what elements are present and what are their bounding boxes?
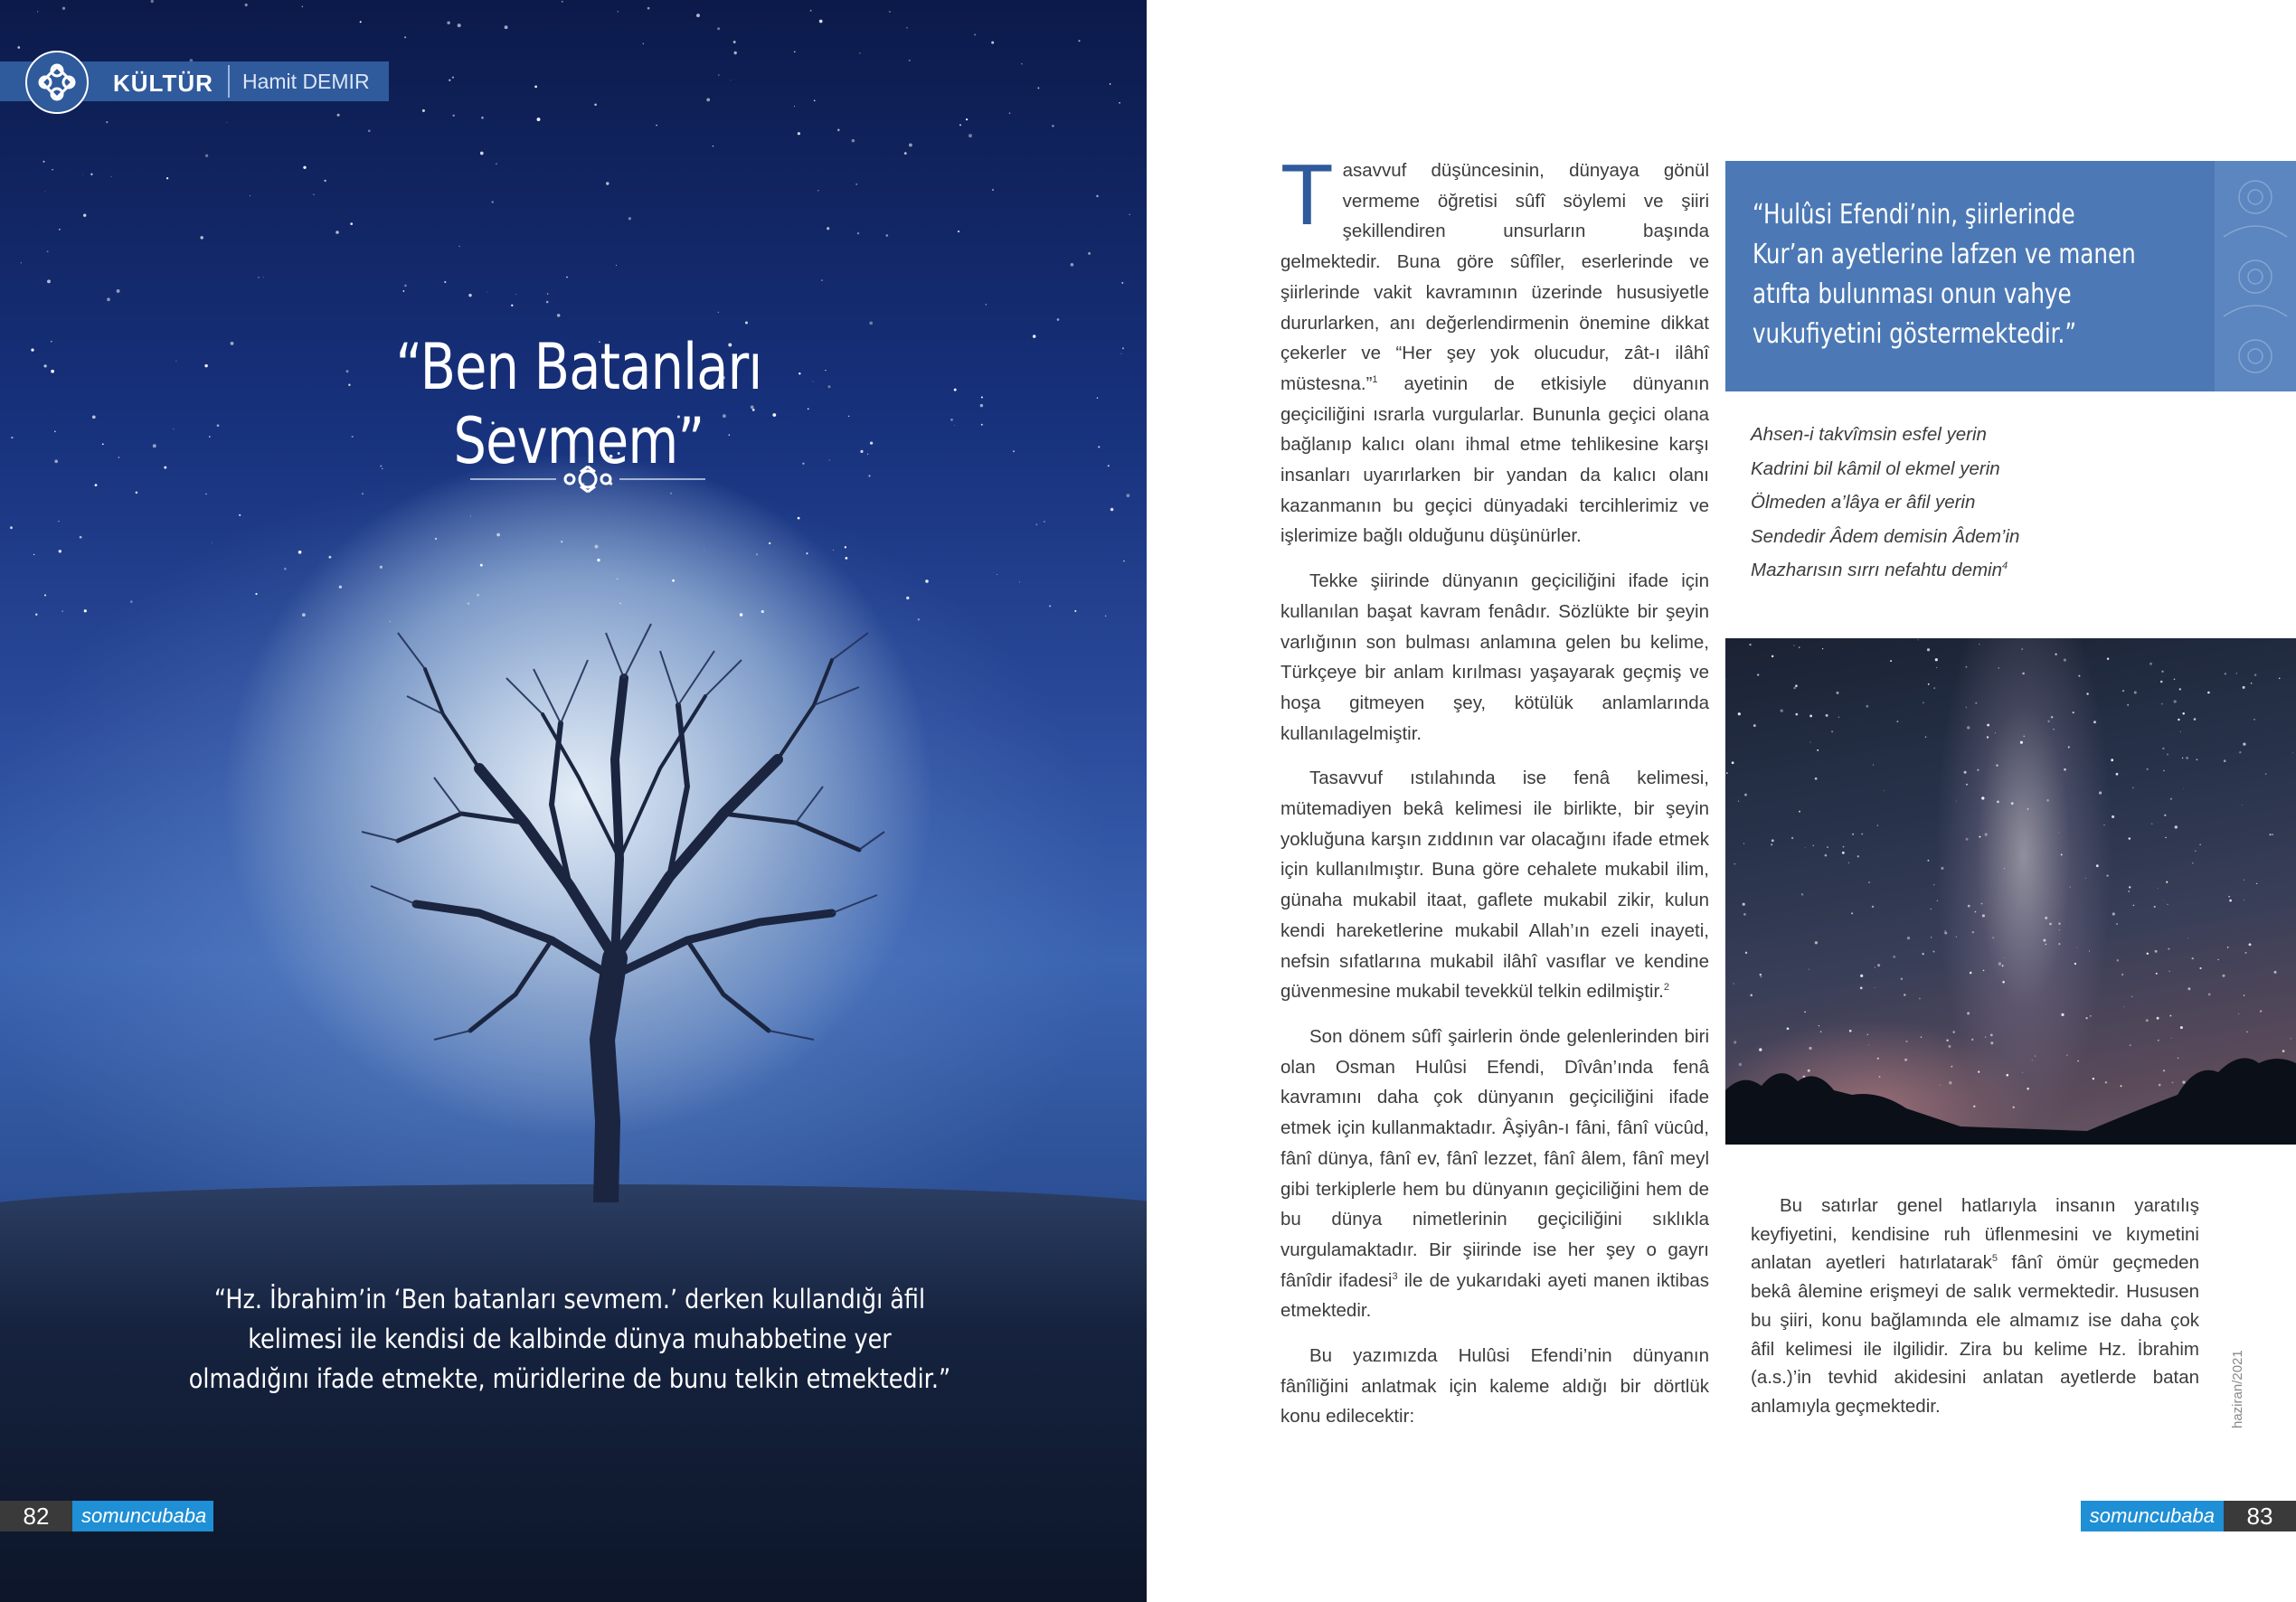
star [889, 11, 891, 13]
paragraph-3: Tasavvuf ıstılahında ise fenâ kelimesi, mütemadiyen bekâ kelimesi ile birlikte, bir şeyin yokluğuna karşın zıddının var olacağını ifade etmek için kullanılmıştır. Buna göre cehalete mukabil ilim, günaha mukabil itaat, gaflete mukabil zikir, kulun kendi hareketlerine mukabil Allah’ın ezeli inayeti, nefsin sıfatlarına mukabil ilâhî vasıflar ve kendine güvenmesine mukabil tevekkül telkin edilmiştir.$^2$ [1280, 768, 1709, 1003]
star [718, 312, 719, 313]
star [458, 24, 461, 27]
star [986, 304, 987, 305]
star [84, 609, 87, 612]
star [80, 536, 82, 539]
star [619, 603, 620, 604]
star [263, 277, 264, 278]
star [1122, 347, 1124, 349]
star [968, 134, 972, 137]
magazine-logo-icon [25, 51, 89, 114]
star [302, 6, 303, 7]
star [859, 52, 860, 53]
star [83, 214, 86, 217]
star [954, 425, 955, 426]
star [1127, 494, 1130, 497]
star [647, 7, 650, 10]
header-divider [228, 65, 230, 98]
star [480, 564, 483, 567]
star [217, 424, 220, 427]
star [1098, 446, 1100, 448]
article-column-1 [1280, 146, 1709, 1447]
star [981, 396, 983, 398]
star [1129, 214, 1130, 215]
star [1033, 335, 1035, 337]
star [696, 14, 700, 17]
star [1074, 610, 1076, 612]
issue-date: haziran/2021 [2230, 1350, 2245, 1428]
star [925, 580, 929, 583]
star [798, 517, 800, 520]
star [954, 389, 957, 391]
star [362, 493, 364, 495]
star [846, 557, 848, 560]
star [745, 322, 748, 325]
star [1037, 87, 1039, 89]
star [959, 124, 961, 126]
star [11, 437, 13, 438]
star [1021, 63, 1023, 65]
star [618, 11, 619, 13]
star [616, 265, 617, 266]
star [117, 289, 120, 293]
star [628, 217, 631, 220]
star [1105, 616, 1106, 617]
star [339, 586, 342, 589]
star [324, 180, 326, 182]
star [718, 74, 719, 75]
star [92, 415, 96, 419]
star [597, 559, 600, 561]
star [814, 99, 816, 101]
star [733, 41, 736, 43]
star [857, 232, 859, 234]
star [981, 424, 983, 426]
star [284, 568, 287, 570]
star [404, 36, 406, 38]
star [453, 115, 455, 117]
star [909, 143, 912, 146]
star [227, 122, 228, 123]
star [62, 7, 65, 10]
star [62, 611, 63, 612]
star [37, 11, 38, 12]
star [449, 80, 450, 81]
left-page-cover-photo [0, 0, 1147, 1602]
star [595, 545, 599, 549]
tree-silhouette [344, 615, 886, 1202]
star [1035, 523, 1037, 525]
star [43, 364, 46, 367]
star [95, 484, 98, 486]
star [51, 341, 52, 343]
star [855, 184, 857, 185]
star [511, 305, 513, 306]
footer-right [2081, 1501, 2296, 1531]
star [17, 46, 20, 49]
paragraph-2: Tekke şiirinde dünyanın geçiciliğini ifade için kullanılan başat kavram fenâdır. Sözlükte bir şeyin varlığının son bulması anlamına gelen bu kelime, Türkçeye bir anlam kırılması yaşayarak geçmiş ve hoşa gitmeyen şey, kötülük anlamlarında kullanılagelmiştir. [1280, 570, 1709, 744]
star [761, 610, 764, 613]
drop-cap: T [1280, 146, 1334, 243]
star [350, 222, 353, 225]
star [717, 27, 720, 30]
star [136, 492, 138, 495]
star [870, 441, 873, 444]
star [303, 166, 306, 169]
star [166, 177, 168, 179]
star [1013, 450, 1015, 452]
star [54, 460, 58, 464]
star [368, 129, 371, 132]
star [205, 494, 206, 495]
star [806, 552, 808, 554]
star [980, 404, 983, 407]
star [992, 189, 994, 191]
footer-left [0, 1501, 213, 1531]
star [239, 514, 241, 516]
star [360, 21, 362, 23]
ornament-divider-icon [470, 461, 705, 497]
star [833, 550, 834, 551]
star [867, 454, 868, 455]
star [44, 594, 46, 596]
star [546, 301, 549, 304]
star [470, 516, 471, 517]
star [107, 297, 110, 301]
poem-line: Sendedir Âdem demisin Âdem’in [1751, 525, 2020, 547]
poem-line: Mazharısın sırrı nefahtu demin$^4$ [1751, 560, 2008, 580]
star [231, 342, 234, 345]
author-name: Hamit DEMIR [242, 70, 370, 93]
star [164, 466, 166, 469]
star [204, 364, 207, 367]
star [153, 444, 156, 448]
star [643, 43, 644, 44]
star [175, 361, 176, 362]
star [1120, 353, 1121, 354]
star [51, 370, 54, 373]
star [255, 593, 257, 595]
star [302, 613, 306, 617]
star [47, 250, 49, 252]
star [200, 236, 203, 239]
star [491, 201, 493, 203]
star [58, 521, 59, 522]
star [794, 106, 795, 107]
star [798, 132, 800, 135]
star [950, 419, 953, 421]
page-number-right: 83 [2224, 1501, 2296, 1531]
star [817, 190, 819, 192]
star [1049, 605, 1051, 607]
star [403, 290, 405, 292]
star [860, 450, 863, 453]
star [258, 277, 260, 278]
star [706, 99, 710, 102]
star [59, 229, 61, 231]
star [1071, 263, 1074, 267]
star [205, 155, 208, 157]
star [606, 182, 609, 184]
star [21, 262, 22, 263]
star [106, 121, 108, 123]
star [1078, 40, 1080, 42]
star [885, 234, 888, 237]
floral-pattern [2215, 161, 2296, 391]
star [656, 125, 657, 126]
star [734, 52, 737, 54]
star [209, 436, 211, 438]
star [868, 475, 870, 476]
paragraph-1: Tasavvuf düşüncesinin, dünyaya gönül vermeme öğretisi sûfî söylemi ve şiiri şekillendiren unsurların başında gelmektedir. Buna göre sûfîler, eserlerinde ve şiirlerinde vakit kavramının üzerinde hususiyetle dururlarken, anı değerlendirmenin önemine dikkat çekerler ve “Her şey yok olucudur, zât-ı ilâhî müstesna.”$^1$ ayetinin de etkisiyle dünyanın geçiciliğini ısrarla vurgularlar. Bununla geçici olana bağlanıp kalıcı olanı ihmal etme tehlikesine karşı insanları uyarırlarken bir yandan da kalıcı olanı kazanmanın bu geçici dünyadaki tercihlerimiz ve işlerimize bağlı olduğunu düşünürler. [1280, 146, 1709, 547]
star [845, 546, 846, 548]
star [537, 118, 541, 121]
star [827, 227, 829, 230]
section-label: KÜLTÜR [113, 70, 213, 97]
star [10, 526, 13, 529]
paragraph-5: Bu yazımızda Hulûsi Efendi’nin dünyanın fânîliğini anlatmak için kaleme aldığı bir dörtlük konu edilecektir: [1280, 1345, 1709, 1428]
poem-line: Ahsen-i takvîmsin esfel yerin [1751, 424, 1987, 445]
star [52, 169, 53, 171]
brand-right: somuncubaba [2081, 1501, 2224, 1531]
star [594, 104, 597, 107]
star [102, 443, 104, 445]
poem-quatrain [1751, 418, 2257, 588]
pull-quote-left: “Hz. İbrahim’in ‘Ben batanları sevmem.’ derken kullandığı âfil kelimesi ile kendisi de kalbinde dünya muhabbetine yer olmadığını ifade etmekte, müridlerine de bunu telkin etmektedir.” [188, 1284, 951, 1394]
star [505, 25, 508, 29]
star [906, 597, 909, 599]
pull-quote-text: “Hulûsi Efendi’nin, şiirlerinde Kur’an ayetlerine lafzen ve manen atıfta bulunması onun vahye vukufiyetini göstermektedir.” [1753, 199, 2136, 350]
star [566, 277, 568, 278]
star [906, 27, 907, 28]
star [212, 542, 213, 543]
star [380, 566, 383, 569]
star [794, 52, 796, 53]
star [1097, 397, 1099, 399]
page-number-left: 82 [0, 1501, 72, 1531]
paragraph-4: Son dönem sûfî şairlerin önde gelenlerinden biri olan Osman Hulûsi Efendi, Dîvân’ında fenâ kavramını daha çok dünyanın geçiciliğini ifade etmek için kullanmaktadır. Âşiyân-ı fâni, fânî vücûd, fânî dünya, fânî ev, fânî lezzet, fânî âlem, fânî meyl gibi terkiplerle hem bu dünyanın geçiciliğini hem de bu dünya nimetlerinin geçiciliğini sıklıkla vurgulamaktadır. Bir şiirinde ise her şey o gayrı fânîdir ifadesi$^3$ ile de yukarıdaki ayeti manen iktibas etmektedir. [1280, 1025, 1709, 1322]
star [672, 580, 675, 582]
star [1009, 112, 1011, 114]
star [869, 322, 873, 325]
article-column-2: Bu satırlar genel hatlarıyla insanın yaratılış keyfiyetini, kendisine ruh üflenmesini ve kıymetini anlatan ayetleri hatırlatarak$^5$ fânî ömür geçmeden bekâ âlemine erişmeyi de salık vermektedir. Hususen bu şiiri, konu bağlamında ele almamız ise daha çok âfil kelimesi ile ilgilidir. Zira bu kelime Hz. İbrahim (a.s.)’in tevhid akidesini anlatan ayetlerde batan anlamıyla geçmektedir. [1751, 1195, 2199, 1417]
star [515, 294, 516, 295]
star [245, 4, 248, 6]
star [435, 538, 437, 540]
star [810, 10, 812, 12]
star [837, 129, 840, 132]
star [909, 60, 911, 61]
star [958, 231, 959, 232]
star [1110, 508, 1114, 512]
star [444, 281, 446, 283]
star [966, 118, 968, 120]
star [458, 246, 459, 247]
star [480, 152, 484, 155]
poem-line: Ölmeden a’lâya er âfil yerin [1751, 492, 1976, 513]
treeline-silhouette [1725, 638, 2296, 1145]
star [54, 430, 56, 432]
star [82, 174, 83, 175]
star [1088, 252, 1091, 255]
star [468, 294, 472, 297]
star [769, 542, 770, 544]
star [1121, 282, 1123, 284]
star [918, 618, 920, 620]
star [496, 533, 500, 537]
pull-quote-box [1725, 161, 2296, 391]
star [1110, 83, 1111, 85]
star [534, 86, 537, 89]
star [130, 600, 133, 603]
star [547, 293, 548, 294]
star [404, 285, 407, 287]
star [904, 152, 907, 155]
star [852, 139, 855, 143]
star [1057, 318, 1060, 321]
star [298, 551, 302, 554]
star [335, 231, 339, 234]
star [33, 554, 34, 555]
star [1096, 195, 1099, 198]
poem-line: Kadrini bil kâmil ol ekmel yerin [1751, 457, 2000, 479]
star [821, 279, 822, 280]
star [617, 579, 619, 580]
star [477, 594, 479, 597]
star [151, 0, 154, 3]
article-title: “Ben Batanları Sevmem” [395, 330, 762, 478]
star [562, 1, 563, 3]
star [313, 194, 314, 195]
brand-left: somuncubaba [72, 1501, 213, 1531]
star [1052, 125, 1054, 127]
star [337, 114, 340, 117]
star [44, 191, 45, 192]
star [452, 77, 454, 79]
star [991, 42, 994, 44]
star [118, 457, 120, 458]
star [422, 109, 425, 112]
star [1019, 581, 1020, 582]
star [561, 541, 562, 542]
star [468, 602, 470, 605]
star [1108, 465, 1110, 466]
star [756, 553, 758, 555]
star [43, 161, 44, 163]
milky-way-photo [1725, 638, 2296, 1145]
star [557, 314, 560, 316]
star [59, 550, 61, 552]
star [328, 556, 331, 559]
star [481, 117, 484, 119]
star [819, 20, 823, 24]
star [974, 33, 976, 35]
star [47, 279, 51, 283]
star [31, 348, 33, 351]
star [1119, 102, 1120, 104]
star [111, 176, 112, 177]
right-page [1147, 0, 2296, 1602]
star [35, 614, 37, 616]
star [90, 174, 92, 175]
star [447, 22, 449, 24]
